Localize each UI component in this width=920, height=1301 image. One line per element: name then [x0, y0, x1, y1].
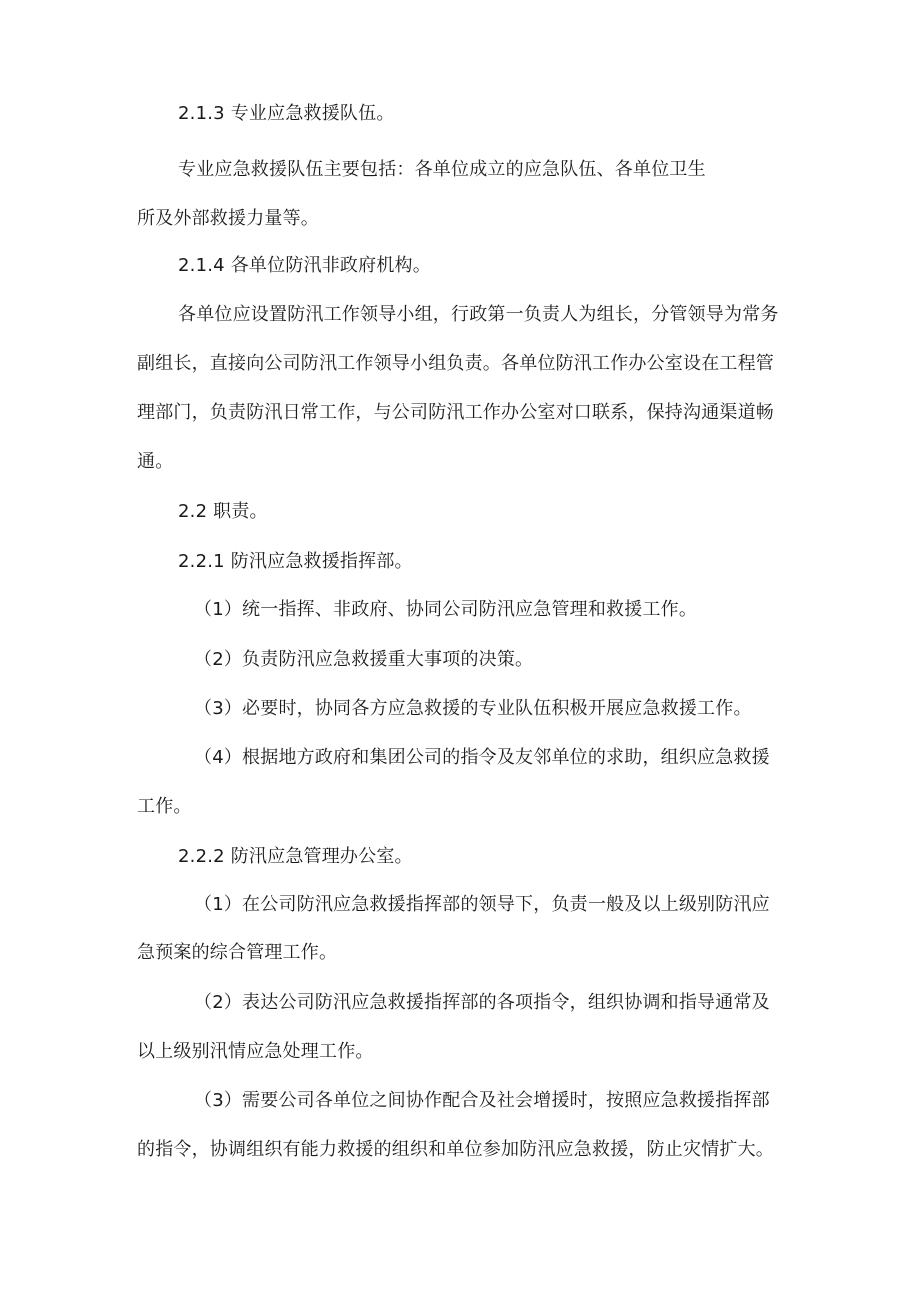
paragraph-line: 副组长，直接向公司防汛工作领导小组负责。各单位防汛工作办公室设在工程管: [137, 353, 774, 374]
section-heading-2-2: 2.2 职责。: [178, 501, 268, 522]
paragraph-line: 以上级别汛情应急处理工作。: [137, 1041, 374, 1062]
list-item: （1）在公司防汛应急救援指挥部的领导下，负责一般及以上级别防汛应: [194, 894, 770, 915]
list-item: （3）需要公司各单位之间协作配合及社会增援时，按照应急救援指挥部: [194, 1090, 770, 1111]
paragraph-line: 专业应急救援队伍主要包括：各单位成立的应急队伍、各单位卫生: [178, 159, 706, 180]
paragraph-line: 各单位应设置防汛工作领导小组，行政第一负责人为组长，分管领导为常务: [178, 304, 779, 325]
list-item: （4）根据地方政府和集团公司的指令及友邻单位的求助，组织应急救援: [194, 747, 770, 768]
paragraph-line: 工作。: [137, 796, 192, 817]
section-heading-2-1-3: 2.1.3 专业应急救援队伍。: [178, 103, 395, 124]
paragraph-line: 理部门，负责防汛日常工作，与公司防汛工作办公室对口联系，保持沟通渠道畅: [137, 402, 774, 423]
section-heading-2-2-1: 2.2.1 防汛应急救援指挥部。: [178, 551, 413, 572]
paragraph-line: 急预案的综合管理工作。: [137, 942, 338, 963]
section-heading-2-1-4: 2.1.4 各单位防汛非政府机构。: [178, 255, 431, 276]
paragraph-line: 通。: [137, 451, 174, 472]
paragraph-line: 的指令，协调组织有能力救援的组织和单位参加防汛应急救援，防止灾情扩大。: [137, 1139, 774, 1160]
section-heading-2-2-2: 2.2.2 防汛应急管理办公室。: [178, 846, 413, 867]
list-item: （3）必要时，协同各方应急救援的专业队伍积极开展应急救援工作。: [194, 698, 752, 719]
list-item: （2）表达公司防汛应急救援指挥部的各项指令，组织协调和指导通常及: [194, 992, 770, 1013]
paragraph-line: 所及外部救援力量等。: [137, 208, 319, 229]
list-item: （1）统一指挥、非政府、协同公司防汛应急管理和救援工作。: [194, 599, 698, 620]
list-item: （2）负责防汛应急救援重大事项的决策。: [194, 649, 534, 670]
